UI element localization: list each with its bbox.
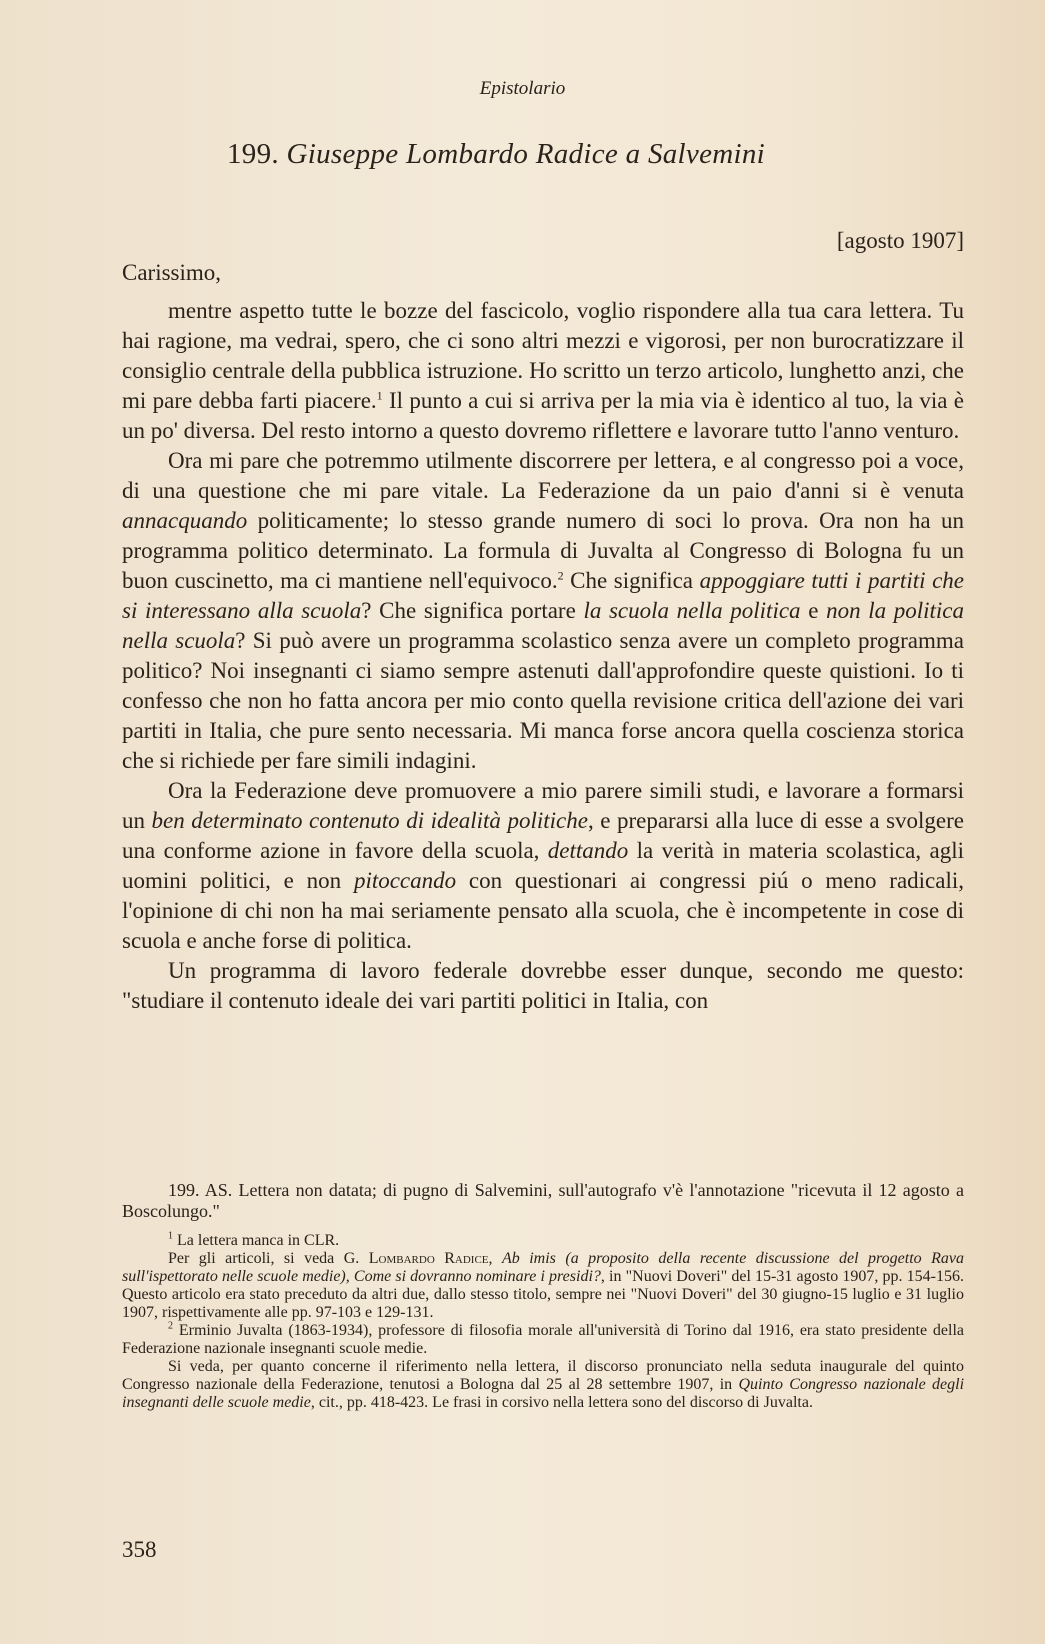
footnotes [122,1180,964,1412]
paragraph-2: Ora mi pare che potremmo utilmente discorrere per lettera, e al congresso poi a voce, di una questione che mi pare vitale. La Federazione da un paio d'anni si è venuta annacquando politicamente; lo stesso grande numero di soci lo prova. Ora non ha un programma politico determinato. La formula di Juvalta al Congresso di Bologna fu un buon cuscinetto, ma ci mantiene nell'equivoco.$^2$ Che significa appoggiare tutti i partiti che si interessano alla scuola? Che significa portare la scuola nella politica e non la politica nella scuola? Si può avere un programma scolastico senza avere un completo programma politico? Noi insegnanti ci siamo sempre astenuti dall'approfondire queste quistioni. Io ti confesso che non ho fatta ancora per mio conto quella revisione critica dell'azione dei vari partiti in Italia, che pure sento necessaria. Mi manca forse ancora quella coscienza storica che si richiede per fare simili indagini. [122,448,964,773]
footnote-ref-1: 1 [376,388,383,403]
footnote-2-continued: Si veda, per quanto concerne il riferimento nella lettera, il discorso pronunciato nella seduta inaugurale del quinto Congresso nazionale della Federazione, tenutosi a Bologna dal 25 al 28 settembre 1907, in Quinto Congresso nazionale degli insegnanti delle scuole medie, cit., pp. 418-423. Le frasi in corsivo nella lettera sono del discorso di Juvalta. [122,1358,965,1411]
footnote-1: $^1$ La lettera manca in CLR. [168,1230,340,1249]
letter-number: 199. [227,138,279,170]
salutation: Carissimo, [122,260,222,285]
letter-title [227,138,765,171]
note-199: 199. AS. Lettera non datata; di pugno di Salvemini, sull'autografo v'è l'annotazione "ricevuta il 12 agosto a Boscolungo." [122,1180,964,1221]
letter-date: [agosto 1907] [836,228,964,253]
paragraph-4: Un programma di lavoro federale dovrebbe esser dunque, secondo me questo: "studiare il contenuto ideale dei vari partiti politici in Italia, con [122,958,964,1013]
page-number: 358 [122,1537,157,1562]
letter-heading: Giuseppe Lombardo Radice a Salvemini [286,138,765,170]
letter-body [122,296,964,1016]
paragraph-3: Ora la Federazione deve promuovere a mio parere simili studi, e lavorare a formarsi un ben determinato contenuto di idealità politiche, e prepararsi alla luce di esse a svolgere una conforme azione in favore della scuola, dettando la verità in materia scolastica, agli uomini politici, e non pitoccando con questionari ai congressi piú o meno radicali, l'opinione di chi non ha mai seriamente pensato alla scuola, che è incompetente in cose di scuola e anche forse di politica. [122,778,964,953]
running-head: Epistolario [479,78,566,99]
footnote-1-continued: Per gli articoli, si veda G. Lombardo Radice, Ab imis (a proposito della recente discussione del progetto Rava sull'ispettorato nelle scuole medie), Come si dovranno nominare i presidi?, in "Nuovi Doveri" del 15-31 agosto 1907, pp. 154-156. Questo articolo era stato preceduto da altri due, dallo stesso titolo, sempre nei "Nuovi Doveri" del 30 giugno-15 luglio e 31 luglio 1907, rispettivamente alle pp. 97-103 e 129-131. [122,1250,964,1321]
paragraph-1: mentre aspetto tutte le bozze del fascicolo, voglio rispondere alla tua cara lettera. Tu hai ragione, ma vedrai, spero, che ci sono altri mezzi e vigorosi, per non burocratizzare il consiglio centrale della pubblica istruzione. Ho scritto un terzo articolo, lunghetto anzi, che mi pare debba farti piacere.$^1$ Il punto a cui si arriva per la mia via è identico al tuo, la via è un po' diversa. Del resto intorno a questo dovremo riflettere e lavorare tutto l'anno venturo. [122,298,964,443]
footnote-2: $^2$ Erminio Juvalta (1863-1934), professore di filosofia morale all'università di Torino dal 1916, era stato presidente della Federazione nazionale insegnanti scuole medie. [122,1320,964,1357]
footnote-ref-2: 2 [557,568,564,583]
